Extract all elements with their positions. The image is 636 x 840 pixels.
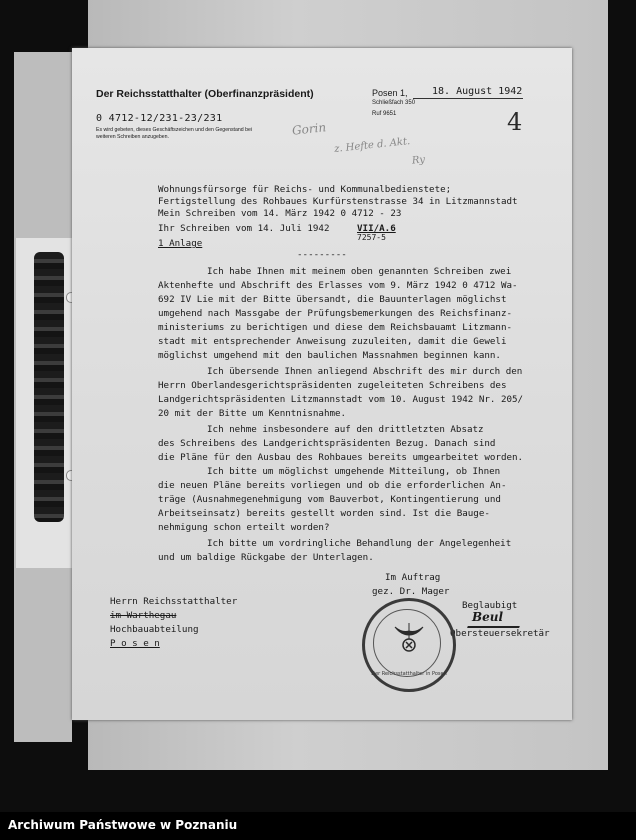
body-line: träge (Ausnahmegenehmigung vom Bauverbot, Kontingentierung und <box>158 494 501 505</box>
handwritten-note-3: Ry <box>411 154 426 167</box>
body-line: nehmigung schon erteilt worden? <box>158 522 330 533</box>
body-line: Ich habe Ihnen mit meinem oben genannten Schreiben zwei <box>207 266 512 277</box>
separator: --------- <box>297 249 347 260</box>
po-box: Schließfach 350 <box>372 100 416 106</box>
signature: Beul <box>472 610 504 624</box>
reference-1: Mein Schreiben vom 14. März 1942 0 4712 - 23 <box>158 208 402 219</box>
body-line: Ich bitte um möglichst umgehende Mitteilung, ob Ihnen <box>207 466 501 477</box>
addressee-line-1: Herrn Reichsstatthalter <box>110 596 238 607</box>
letter-date: 18. August 1942 <box>432 86 523 97</box>
rank: Obersteuersekretär <box>450 628 550 639</box>
page-mark: 4 <box>507 108 523 136</box>
body-line: Aktenhefte und Abschrift des Erlasses vom 9. März 1942 0 4712 Wa- <box>158 280 518 291</box>
archive-credit: Archiwum Państwowe w Poznaniu <box>8 818 238 832</box>
body-line: ministeriums zu berichtigen und diese dem Reichsbauamt Litzmann- <box>158 322 513 333</box>
phone: Ruf 9651 <box>372 111 397 117</box>
file-number: 0 4712-12/231-23/231 <box>96 113 223 124</box>
body-line: Ich übersende Ihnen anliegend Abschrift des mir durch den <box>207 366 523 377</box>
body-line: und um baldige Rückgabe der Unterlagen. <box>158 552 374 563</box>
subject-line-1: Wohnungsfürsorge für Reichs- und Kommunalbedienstete; <box>158 184 452 195</box>
reference-code-sub: 7257-5 <box>357 233 386 242</box>
body-line: des Schreibens des Landgerichtspräsidenten Bezug. Danach sind <box>158 438 496 449</box>
reference-note: Es wird gebeten, dieses Geschäftszeichen und den Gegenstand bei weiteren Schreiben anzugeben. <box>96 127 253 140</box>
addressee-line-4: P o s e n <box>110 638 160 649</box>
body-line: umgehend nach Massgabe der Prüfungsbemerkungen des Reichsfinanz- <box>158 308 513 319</box>
body-line: 692 IV Lie mit der Bitte übersandt, die Bauunterlagen möglichst <box>158 294 507 305</box>
place: Posen 1, <box>372 88 408 98</box>
body-line: 20 mit der Bitte um Kenntnisnahme. <box>158 408 347 419</box>
addressee-line-3: Hochbauabteilung <box>110 624 199 635</box>
reference-code: VII/A.6 <box>357 223 396 234</box>
reference-2: Ihr Schreiben vom 14. Juli 1942 <box>158 223 330 234</box>
handwritten-note-1: Gorin <box>291 120 327 138</box>
seal-text: Der Reichsstatthalter in Posen <box>371 671 447 677</box>
date-underline <box>413 98 523 99</box>
by-order: Im Auftrag <box>385 572 441 583</box>
body-line: die neuen Pläne bereits vorliegen und ob die erforderlichen An- <box>158 480 507 491</box>
body-line: möglichst umgehend mit den baulichen Massnahmen beginnen kann. <box>158 350 501 361</box>
subject-line-2: Fertigstellung des Rohbaues Kurfürstenstrasse 34 in Litzmannstadt <box>158 196 518 207</box>
certified: Beglaubigt <box>462 600 518 611</box>
body-line: Herrn Oberlandesgerichtspräsidenten zugeleiteten Schreibens des <box>158 380 507 391</box>
signed-by: gez. Dr. Mager <box>372 586 450 597</box>
body-line: Landgerichtspräsidenten Litzmannstadt vom 10. August 1942 Nr. 205/ <box>158 394 524 405</box>
eagle-emblem-icon <box>389 615 429 655</box>
body-line: stadt mit entsprechender Anweisung zuzuleiten, damit die Geweli <box>158 336 507 347</box>
body-line: Ich nehme insbesondere auf den drittletzten Absatz <box>207 424 484 435</box>
body-line: Arbeitseinsatz) bereits gestellt worden sind. Ist die Bauge- <box>158 508 490 519</box>
enclosure: 1 Anlage <box>158 238 203 249</box>
official-seal <box>362 598 456 692</box>
authority-title: Der Reichsstatthalter (Oberfinanzpräsident) <box>96 88 314 100</box>
body-line: Ich bitte um vordringliche Behandlung der Angelegenheit <box>207 538 512 549</box>
body-line: die Pläne für den Ausbau des Rohbaues bereits umgearbeitet worden. <box>158 452 524 463</box>
handwritten-note-2: z. Hefte d. Akt. <box>333 136 411 155</box>
addressee-line-2: im Warthegau <box>110 610 177 621</box>
binder-spine <box>34 252 64 522</box>
